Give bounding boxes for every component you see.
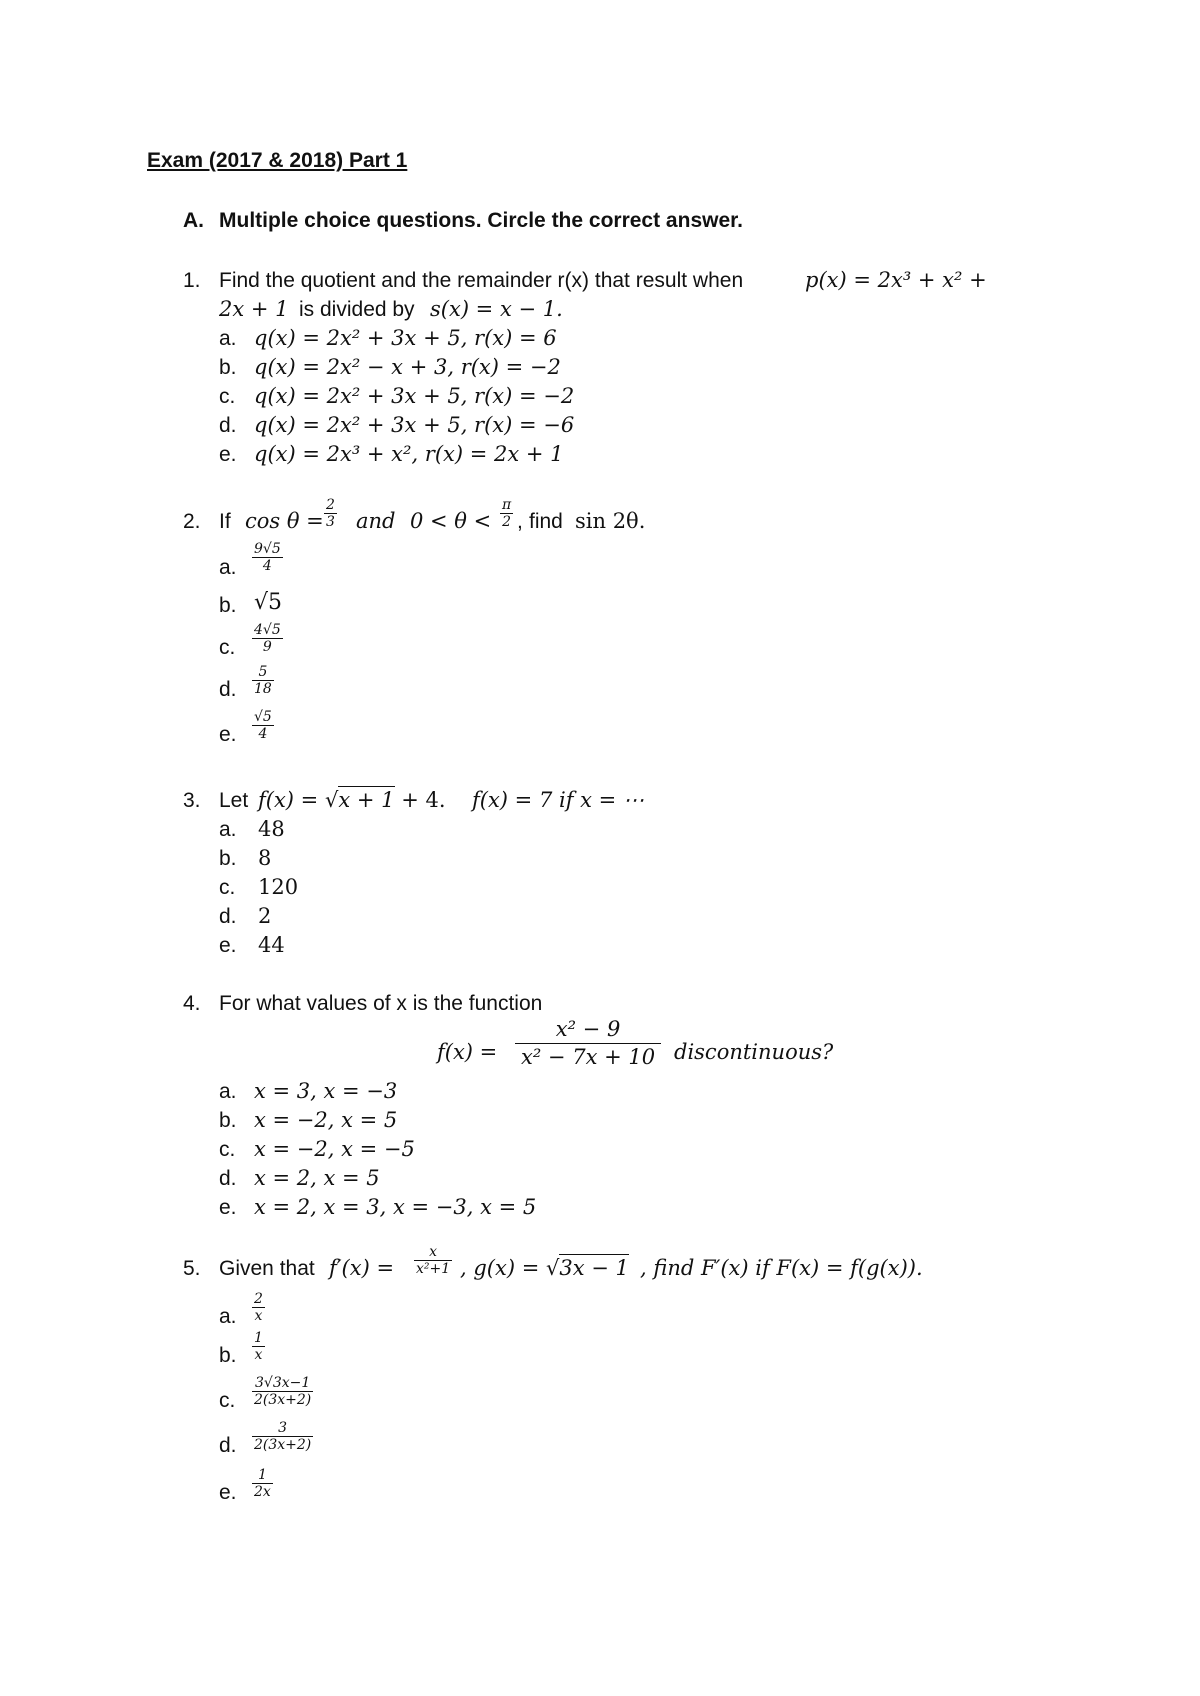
option-e[interactable]: $\frac{√5}{4}$ <box>254 709 272 743</box>
polynomial-tail: 2x + 1 <box>219 297 289 321</box>
option-label: b. <box>219 1109 237 1132</box>
option-label: d. <box>219 1167 237 1190</box>
option-label: a. <box>219 1080 237 1103</box>
option-b[interactable]: q(x) = 2x² − x + 3, r(x) = −2 <box>254 355 561 379</box>
target-expression: sin 2θ. <box>575 509 646 533</box>
pi-over-two: $\frac{\pi}{2}$ <box>502 497 512 531</box>
option-label: b. <box>219 356 237 379</box>
option-a[interactable]: $\frac{2}{x}$ <box>254 1291 263 1325</box>
option-a[interactable]: q(x) = 2x² + 3x + 5, r(x) = 6 <box>254 326 557 350</box>
find-word: find <box>529 510 563 533</box>
option-label: a. <box>219 327 237 350</box>
question-prompt: Find the quotient and the remainder r(x) that result when <box>219 269 744 292</box>
option-label: a. <box>219 556 237 579</box>
option-a[interactable]: 48 <box>258 817 285 841</box>
function-lhs: f(x) = <box>437 1040 498 1064</box>
condition: f(x) = 7 if x = ⋯ <box>472 788 644 812</box>
option-b[interactable]: $\frac{1}{x}$ <box>254 1330 263 1364</box>
function-def: f(x) = √x + 1 + 4. <box>258 788 446 812</box>
derivative-fraction: $\frac{x}{\text{x²+1}}$ <box>416 1244 451 1278</box>
page-title: Exam (2017 & 2018) Part 1 <box>147 149 408 172</box>
option-label: d. <box>219 905 237 928</box>
find-derivative: , find F′(x) if F(x) = f(g(x)). <box>640 1256 923 1280</box>
option-c[interactable]: x = −2, x = −5 <box>254 1137 415 1161</box>
cos-fraction: $\frac{2}{3}$ <box>326 497 335 531</box>
polynomial-p: p(x) = 2x³ + x² + <box>805 268 987 292</box>
option-label: e. <box>219 723 237 746</box>
option-c[interactable]: q(x) = 2x² + 3x + 5, r(x) = −2 <box>254 384 575 408</box>
option-e[interactable]: $\frac{1}{2x}$ <box>254 1467 271 1501</box>
option-d[interactable]: $\frac{5}{18}$ <box>254 664 272 698</box>
section-letter: A. <box>183 209 204 232</box>
comma: , <box>517 510 523 533</box>
option-label: e. <box>219 443 237 466</box>
question-prompt: For what values of x is the function <box>219 992 543 1015</box>
option-label: c. <box>219 876 236 899</box>
option-label: d. <box>219 1434 237 1457</box>
option-d[interactable]: x = 2, x = 5 <box>254 1166 380 1190</box>
section-instructions: Multiple choice questions. Circle the correct answer. <box>219 209 743 232</box>
question-number: 1. <box>183 269 201 292</box>
option-c[interactable]: $\frac{4√5}{9}$ <box>254 622 281 656</box>
option-label: c. <box>219 1389 236 1412</box>
option-b[interactable]: x = −2, x = 5 <box>254 1108 398 1132</box>
option-label: d. <box>219 678 237 701</box>
discontinuous-word: discontinuous? <box>674 1040 834 1064</box>
option-label: b. <box>219 594 237 617</box>
question-prompt: If <box>219 510 231 533</box>
option-b[interactable]: √5 <box>254 590 283 615</box>
option-label: e. <box>219 1481 237 1504</box>
option-e[interactable]: q(x) = 2x³ + x², r(x) = 2x + 1 <box>254 442 564 466</box>
and-word: and <box>356 509 396 533</box>
option-label: c. <box>219 636 236 659</box>
question-prompt: Let <box>219 789 249 812</box>
question-number: 4. <box>183 992 201 1015</box>
option-c[interactable]: $\frac{3√3x-1}{2(3x+2)}$ <box>254 1375 312 1409</box>
question-number: 2. <box>183 510 201 533</box>
option-d[interactable]: $\frac{3}{2(3x+2)}$ <box>254 1420 312 1454</box>
option-label: c. <box>219 1138 236 1161</box>
option-a[interactable]: $\frac{9√5}{4}$ <box>254 541 281 575</box>
option-label: a. <box>219 1305 237 1328</box>
option-a[interactable]: x = 3, x = −3 <box>254 1079 398 1103</box>
question-prompt: Given that <box>219 1257 315 1280</box>
option-label: d. <box>219 414 237 437</box>
theta-range: 0 < θ < <box>410 509 492 533</box>
divisor-s: s(x) = x − 1. <box>430 297 563 321</box>
option-c[interactable]: 120 <box>258 875 299 899</box>
option-e[interactable]: x = 2, x = 3, x = −3, x = 5 <box>254 1195 537 1219</box>
option-b[interactable]: 8 <box>258 846 272 870</box>
option-label: c. <box>219 385 236 408</box>
option-d[interactable]: q(x) = 2x² + 3x + 5, r(x) = −6 <box>254 413 575 437</box>
question-number: 3. <box>183 789 201 812</box>
derivative-f: f′(x) = <box>329 1256 395 1280</box>
cos-expression: cos θ = <box>245 509 324 533</box>
question-number: 5. <box>183 1257 201 1280</box>
g-definition: , g(x) = √3x − 1 <box>460 1256 629 1280</box>
rational-function: $\frac{\text{x² − 9}}{\text{x² − 7x + 10}}$ <box>515 1016 661 1072</box>
option-d[interactable]: 2 <box>258 904 272 928</box>
option-e[interactable]: 44 <box>258 933 285 957</box>
option-label: a. <box>219 818 237 841</box>
option-label: b. <box>219 847 237 870</box>
option-label: e. <box>219 934 237 957</box>
question-prompt-cont: is divided by <box>299 298 415 321</box>
option-label: b. <box>219 1344 237 1367</box>
option-label: e. <box>219 1196 237 1219</box>
